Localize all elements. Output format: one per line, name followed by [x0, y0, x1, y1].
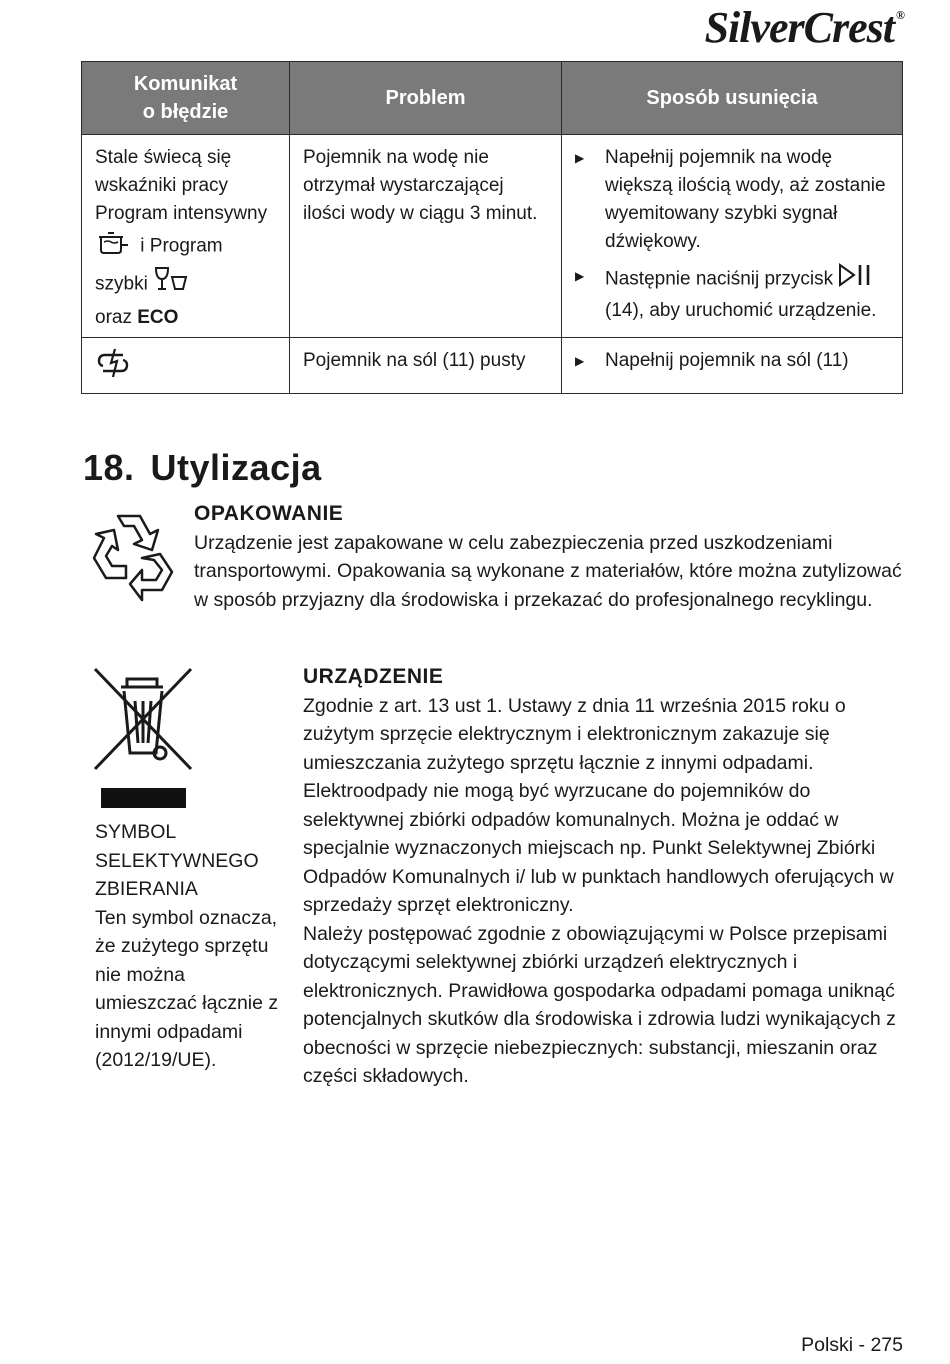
cell-problem: Pojemnik na sól (11) pusty: [290, 338, 562, 394]
brand-logo: [705, 2, 904, 53]
registered-mark: ®: [896, 8, 904, 22]
cell-problem: Pojemnik na wodę nie otrzymał wystarczającej ilości wody w ciągu 3 minut.: [290, 135, 562, 338]
symbol-section: [95, 818, 290, 1075]
device-heading: URZĄDZENIE: [303, 665, 444, 688]
cell-solution: [562, 338, 903, 394]
bullet-arrow-icon: ▶: [575, 269, 585, 283]
recycle-icon: [80, 508, 182, 608]
error-table: [81, 61, 903, 394]
solution-item: [575, 347, 890, 375]
intensive-program-icon: [95, 228, 135, 265]
quick-program-icon: [153, 265, 189, 304]
section-title: Utylizacja: [150, 447, 322, 488]
packaging-section: [194, 500, 904, 614]
page-footer: Polski - 275: [801, 1334, 903, 1356]
section-number: 18.: [83, 447, 135, 488]
packaging-text: Urządzenie jest zapakowane w celu zabezpieczenia przed uszkodzeniami transportowymi. Opakowania są wykonane z materiałów, które można zutylizować w sposób przyjazny dla środowiska i przekazać do profesjonalnego recyklingu.: [194, 531, 902, 611]
message-text-2: i Program szybki: [95, 235, 223, 295]
table-header-row: [82, 62, 903, 135]
device-section: [303, 663, 903, 1091]
eco-label: ECO: [137, 307, 179, 328]
bullet-arrow-icon: ▶: [575, 151, 585, 165]
solution-text: Napełnij pojemnik na sól (11): [605, 350, 849, 371]
solution-text: Następnie naciśnij przycisk: [605, 268, 834, 290]
solution-text-cont: (14), aby uruchomić urządzenie.: [605, 300, 877, 321]
header-message: [82, 62, 290, 135]
salt-refill-icon: [95, 347, 131, 388]
crossed-bin-icon: [93, 665, 195, 775]
device-paragraph-1: Zgodnie z art. 13 ust 1. Ustawy z dnia 11 września 2015 roku o zużytym sprzęcie elektrycznym i elektronicznym zakazuje się umieszczania zużytego sprzętu łącznie z innymi odpadami. Elektroodpady nie mogą być wyrzucane do pojemników do selektywnej zbiórki odpadów komunalnych. Można je oddać w specjalnie wyznaczonych miejscach np. Punkt Selektywnej Zbiórki Odpadów Komunalnych i/ lub w punktach handlowych oferujących w sprzedaży sprzęt elektroniczny.: [303, 694, 894, 916]
device-paragraph-2: Należy postępować zgodnie z obowiązującymi w Polsce przepisami dotyczącymi selektywnej zbiórki urządzeń elektrycznych i elektronicznych. Prawidłowa gospodarka odpadami pomaga uniknąć potencjalnych skutków dla środowiska i zdrowia ludzi wynikających z obecności w sprzęcie niebezpiecznych: substancji, mieszanin oraz części składowych.: [303, 922, 896, 1087]
solution-text: Napełnij pojemnik na wodę większą ilością wody, aż zostanie wyemitowany szybki sygnał dźwiękowy.: [605, 147, 886, 252]
message-text-1: Stale świecą się wskaźniki pracy Program intensywny: [95, 147, 268, 224]
brand-logo-text: SilverCrest: [704, 3, 895, 52]
message-text-3: oraz: [95, 307, 132, 328]
cell-message: [82, 338, 290, 394]
cell-message: [82, 135, 290, 338]
section-heading: [83, 447, 322, 489]
packaging-heading: OPAKOWANIE: [194, 502, 344, 525]
header-problem: Problem: [290, 62, 562, 135]
bullet-arrow-icon: ▶: [575, 354, 585, 368]
symbol-text: Ten symbol oznacza, że zużytego sprzętu nie można umieszczać łącznie z innymi odpadami (2012/19/UE).: [95, 906, 279, 1071]
weee-bar: [101, 788, 186, 808]
solution-item: [575, 262, 890, 325]
header-message-line2: o błędzie: [142, 101, 229, 123]
symbol-heading: SYMBOL SELEKTYWNEGO ZBIERANIA: [95, 821, 259, 900]
play-pause-icon: [838, 262, 874, 297]
cell-solution: [562, 135, 903, 338]
table-row: [82, 338, 903, 394]
header-solution: Sposób usunięcia: [562, 62, 903, 135]
header-message-line1: Komunikat: [133, 73, 238, 95]
table-row: [82, 135, 903, 338]
solution-item: [575, 144, 890, 256]
